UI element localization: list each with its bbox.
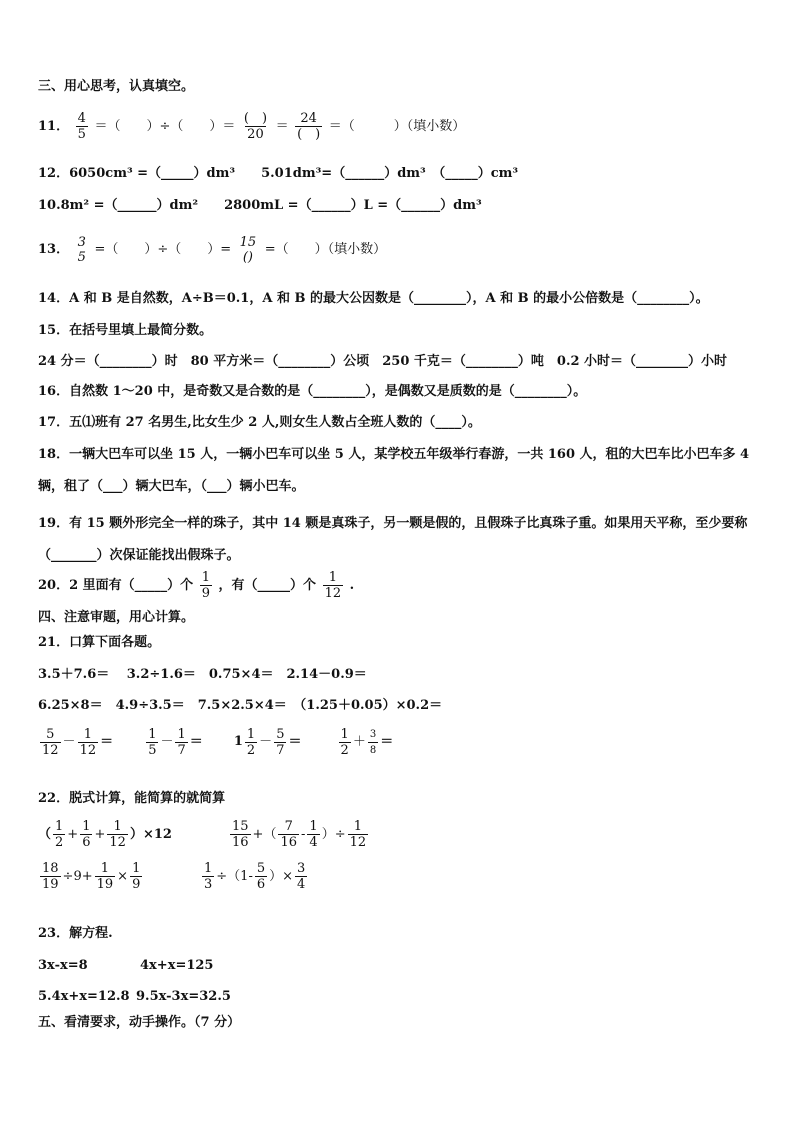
section-3-heading: 三、用心思考，认真填空。 — [38, 79, 195, 94]
fraction: $\frac{1}{6}$ — [82, 819, 91, 850]
fraction: $\frac{15}{16}$ — [232, 819, 249, 850]
question-14: 14．A 和 B 是自然数，A÷B＝0.1，A 和 B 的最大公因数是（________），A 和 B 的最小公倍数是（________）。 — [38, 291, 709, 306]
equation-1: 3x-x=8 — [38, 958, 88, 973]
blank-text: ，有（_____）个 — [218, 578, 317, 593]
fraction: 15 () — [239, 234, 257, 265]
question-21-row-2: 6.25×8＝ 4.9÷3.5＝ 7.5×2.5×4＝ （1.25＋0.05）×0.2＝ — [38, 698, 443, 713]
fraction: $\frac{24}{( )}$ — [297, 111, 321, 142]
fraction: $\frac{1}{12}$ — [109, 819, 126, 850]
question-15-title: 15．在括号里填上最简分数。 — [38, 323, 213, 338]
fraction: $\frac{1}{3}$ — [204, 861, 213, 892]
fraction: $\frac{1}{5}$ — [148, 726, 157, 758]
blank-text: =（ ）（填小数） — [264, 242, 387, 257]
fraction: $\frac{18}{19}$ — [42, 861, 59, 892]
question-21-row-1: 3.5＋7.6＝ 3.2÷1.6＝ 0.75×4＝ 2.14－0.9＝ — [38, 667, 367, 682]
fraction: $\frac{1}{19}$ — [96, 861, 114, 892]
section-5-heading: 五、看清要求，动手操作。（7 分） — [38, 1015, 241, 1030]
question-11 — [38, 108, 465, 146]
question-23-title: 23．解方程. — [38, 926, 113, 941]
fraction: $\frac{1}{12}$ — [324, 570, 342, 601]
question-22-expr-3: $\frac{18}{19}$ ÷9+ $\frac{1}{19}$ × $\frac{1}{9}$ — [42, 861, 141, 892]
question-15-line: 24 分＝（________）时 80 平方米＝（________）公顷 250 千克＝（________）吨 0.2 小时＝（________）小时 — [38, 354, 728, 369]
section-4-heading: 四、注意审题，用心计算。 — [38, 610, 195, 625]
blank-text: 20．2 里面有（_____）个 — [38, 578, 194, 593]
equals: ＝ — [275, 119, 289, 134]
question-20 — [38, 566, 354, 606]
equation-2: 4x+x=125 — [140, 958, 214, 973]
fraction: $\frac{1}{2}$ — [246, 726, 256, 758]
fraction: $\frac{3}{4}$ — [297, 861, 306, 892]
fraction: $\frac{1}{2}$ — [340, 726, 349, 758]
question-13 — [38, 232, 386, 268]
fraction: $\frac{1}{4}$ — [309, 819, 318, 850]
question-22-expr-4: $\frac{1}{3}$ ÷（1- $\frac{5}{6}$ ）× $\frac{3}{4}$ — [204, 861, 306, 892]
fraction: $\frac{1}{12}$ — [349, 819, 367, 850]
question-21-row-3: $\frac{5}{12}$ － $\frac{1}{12}$ ＝ $\frac{1}{5}$ － $\frac{1}{7}$ ＝ 1 $\frac{1}{2}$ － $\frac{5}{7}$ ＝ $\frac{1}{2}$ ＋ $\frac{3}{8}$ ＝ — [42, 726, 394, 758]
equation-4: 9.5x-3x=32.5 — [136, 989, 231, 1004]
fraction: $\frac{( )}{20}$ — [243, 111, 268, 142]
question-18: 18．一辆大巴车可以坐 15 人，一辆小巴车可以坐 5 人，某学校五年级举行春游，一共 160 人，租的大巴车比小巴车多 4 辆，租了（___）辆大巴车，（___）辆小巴车。 — [38, 447, 750, 494]
question-19: 19．有 15 颗外形完全一样的珠子，其中 14 颗是真珠子，另一颗是假的，且假珠子比真珠子重。如果用天平称，至少要称（_______）次保证能找出假珠子。 — [38, 516, 748, 563]
fraction: $\frac{1}{12}$ — [79, 726, 97, 758]
question-number: 13． — [38, 242, 70, 257]
fraction: $\frac{1}{2}$ — [55, 819, 64, 850]
period: . — [349, 578, 355, 593]
question-22-expr-2: $\frac{15}{16}$ +（ $\frac{7}{16}$ - $\frac{1}{4}$ ）÷ $\frac{1}{12}$ — [232, 819, 367, 850]
fraction: $\frac{1}{9}$ — [201, 570, 210, 601]
question-12-line-1: 12．6050cm³ =（_____）dm³ 5.01dm³=（______）dm³ （_____）cm³ — [38, 166, 519, 181]
fraction: $\frac{3}{8}$ — [369, 728, 377, 756]
fraction: $\frac{5}{6}$ — [256, 861, 266, 892]
blank-text: ＝（ ）（填小数） — [328, 119, 466, 134]
fraction: $\frac{4}{5}$ — [77, 111, 86, 142]
fraction: $\frac{1}{7}$ — [177, 726, 186, 758]
fraction: 3 5 — [77, 234, 86, 265]
fraction: $\frac{7}{16}$ — [280, 819, 297, 850]
question-22-expr-1: （ $\frac{1}{2}$ + $\frac{1}{6}$ + $\frac{1}{12}$ ）×12 — [38, 819, 172, 850]
question-16: 16．自然数 1～20 中，是奇数又是合数的是（________），是偶数又是质数的是（________）。 — [38, 384, 587, 399]
question-number: 11． — [38, 119, 70, 134]
fraction: $\frac{5}{7}$ — [276, 726, 285, 758]
blank-text: ＝（ ）÷（ ）＝ — [94, 119, 236, 134]
fraction: $\frac{1}{9}$ — [132, 861, 141, 892]
question-21-title: 21．口算下面各题。 — [38, 635, 161, 650]
question-22-title: 22．脱式计算，能简算的就简算 — [38, 791, 226, 806]
equation-3: 5.4x+x=12.8 — [38, 989, 130, 1004]
question-12-line-2: 10.8m² =（______）dm² 2800mL =（______）L =（______）dm³ — [38, 198, 482, 213]
question-17: 17．五⑴班有 27 名男生,比女生少 2 人,则女生人数占全班人数的（____）。 — [38, 415, 481, 430]
blank-text: =（ ）÷（ ）= — [94, 242, 232, 257]
fraction: $\frac{5}{12}$ — [42, 726, 59, 758]
